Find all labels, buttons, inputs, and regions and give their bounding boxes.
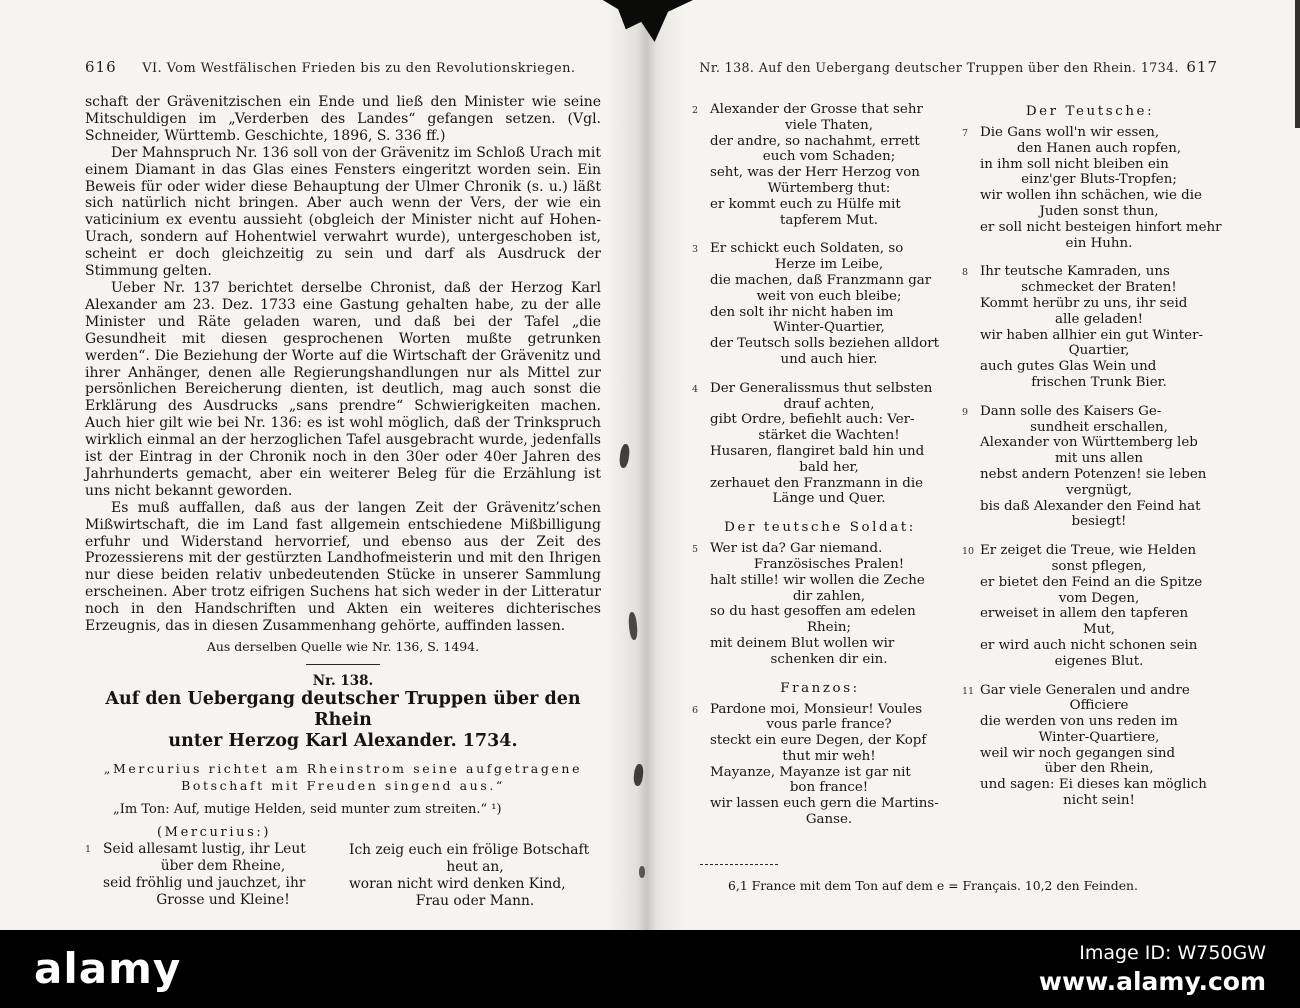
verse-line: mit deinem Blut wollen wir (710, 635, 895, 651)
verse-line: Alexander der Grosse that sehr (710, 102, 923, 117)
verse-line: Wer ist da? Gar niemand. (710, 541, 883, 557)
running-title-left: VI. Vom Westfälischen Frieden bis zu den Revolutionskriegen. (142, 61, 576, 76)
left-page-header (85, 58, 601, 76)
verse-line: drauf achten, (783, 396, 875, 412)
verse-1-left-column (85, 821, 343, 922)
verse-line: halt stille! wir wollen die Zeche (710, 572, 925, 588)
verse-lines (980, 543, 1218, 669)
verse-line: frischen Trunk Bier. (1031, 374, 1167, 390)
paragraph: Ueber Nr. 137 berichtet derselbe Chronist, daß der Herzog Karl Alexander am 23. Dez. 1733 eine Gastung gehalten habe, zu der alle Minister und Räte geladen waren, und daß bei der Tafel „die Gesundheit mit diesen gesprochenen Worten mußte getrunken werden“. Die Beziehung der Worte auf die Wirtschaft der Grävenitz und ihrer Anhänger, denen alle Regierungshandlungen nur als Mittel zur persönlichen Bereicherung dienten, ist deutlich, mag auch sonst die Erklärung des Ausdrucks „sans prendre“ Schwierigkeiten machen. Auch hier gilt wie bei Nr. 136: es ist wohl möglich, daß der Trinkspruch wirklich einmal an der herzoglichen Tafel ausgebracht wurde, jedenfalls ist der Eintrag in der Chronik noch in den 30er oder 40er Jahren des Jahrhunderts gemacht, aber ein weiterer Beleg für die Erzählung ist uns nicht bekannt geworden. (85, 279, 601, 499)
verse-line: mit uns allen (1054, 451, 1144, 467)
verse-lines (103, 841, 343, 909)
verse-line: dir zahlen, (792, 588, 866, 604)
speaker-heading: Franzos: (780, 680, 860, 696)
verse-line: der Teutsch solls beziehen alldort (710, 336, 940, 352)
verse-line: und sagen: Ei dieses kan möglich (980, 777, 1207, 793)
verse-line: eigenes Blut. (1054, 653, 1144, 669)
verse-line: wir wollen ihn schächen, wie die (980, 188, 1202, 204)
verse-line: Alexander von Württemberg leb (980, 435, 1198, 451)
right-page-header (692, 58, 1218, 76)
verse-line: schmecket der Braten! (1021, 280, 1177, 296)
scan-edge-mark (1295, 0, 1300, 128)
verse-line: Seid allesamt lustig, ihr Leut (103, 841, 306, 857)
verse-lines (980, 125, 1222, 251)
speaker-heading: Der teutsche Soldat: (724, 520, 916, 536)
verse-line: Er zeiget die Treue, wie Helden (980, 543, 1197, 559)
verse-line: Rhein; (806, 620, 852, 636)
verse-line: Mut, (1083, 622, 1115, 638)
verse-line: Winter-Quartiere, (1038, 729, 1160, 745)
verse-line: vergnügt, (1066, 482, 1132, 498)
verse-line: nebst andern Potenzen! sie leben (980, 466, 1207, 482)
verse-lines (710, 102, 948, 228)
tune-indication: „Im Ton: Auf, mutige Helden, seid munter zum streiten.“ ¹) (113, 802, 502, 817)
speaker-heading: (Mercurius:) (156, 825, 271, 840)
verse-lines (980, 683, 1218, 809)
section-title-line1: Auf den Uebergang deutscher Truppen über den Rhein (105, 689, 581, 730)
verse-columns (692, 102, 1222, 841)
gutter-ink-blot (619, 444, 631, 469)
verse-line: euch vom Schaden; (762, 149, 896, 165)
verse-number: 1 (85, 844, 92, 855)
verse-line: bon france! (789, 780, 869, 796)
verse-line: tapferem Mut. (779, 212, 879, 228)
verse-number: 11 (962, 685, 975, 697)
alamy-logo: alamy (34, 944, 182, 993)
verse-line: Winter-Quartier, (773, 320, 885, 336)
page-number-right: 617 (1186, 58, 1218, 76)
verse-number: 4 (692, 383, 699, 395)
verse-line: über den Rhein, (1044, 761, 1154, 777)
verse-line: Quartier, (1068, 343, 1130, 359)
verse-line: über dem Rheine, (160, 858, 286, 874)
verse-number: 5 (692, 544, 699, 556)
verse-line: seht, was der Herr Herzog von (710, 165, 920, 181)
verse-column-2 (962, 102, 1222, 841)
verse-line: sundheit erschallen, (1030, 419, 1168, 435)
verse (962, 683, 1218, 809)
verse (692, 541, 948, 667)
verse-line: Ganse. (805, 812, 853, 828)
verse-line: vous parle france? (766, 717, 892, 733)
verse-lines (710, 381, 948, 507)
verse-line: Gar viele Generalen und andre (980, 682, 1190, 698)
verse-lines (343, 842, 601, 910)
verse-1-columns (85, 821, 601, 922)
paragraph-continuation: schaft der Grävenitzischen ein Ende und ließ den Minister wie seine Mitschuldigen im „Verderben des Landes“ gefangen setzen. (Vgl. Schneider, Württemb. Geschichte, 1896, S. 336 ff.) (85, 94, 601, 144)
verse (85, 841, 343, 909)
verse-line: bald her, (799, 459, 859, 475)
left-page (85, 58, 601, 954)
verse-line: wir haben allhier ein gut Winter- (980, 327, 1204, 343)
verse-line: Mayanze, Mayanze ist gar nit (710, 764, 911, 780)
gutter-ink-blot-top (597, 0, 693, 42)
verse-line: erweiset in allem den tapferen (980, 606, 1189, 622)
verse-line: Herze im Leibe, (774, 257, 884, 273)
verse-line: auch gutes Glas Wein und (980, 359, 1157, 375)
gutter-ink-blot (633, 764, 644, 787)
epigraph-line2: Botschaft mit Freuden singend aus.“ (181, 778, 505, 793)
verse-line: vom Degen, (1058, 590, 1140, 606)
verse-line: wir lassen euch gern die Martins- (710, 796, 939, 812)
verse-line: Juden sonst thun, (1039, 203, 1159, 219)
verse-lines (980, 264, 1218, 390)
verse-line: die machen, daß Franzmann gar (710, 272, 932, 288)
verse-line: viele Thaten, (785, 117, 873, 133)
verse-number: 10 (962, 546, 975, 558)
gutter-ink-blot (628, 612, 638, 641)
verse-line: Ich zeig euch ein frölige Botschaft (349, 842, 590, 858)
verse-line: er bietet den Feind an die Spitze (980, 574, 1203, 590)
verse-line: Pardone moi, Monsieur! Voules (710, 701, 923, 717)
verse-line: ein Huhn. (1065, 235, 1133, 251)
verse-line: heut an, (446, 859, 504, 875)
watermark-bar (0, 930, 1300, 1008)
verse-line: Der Generalissmus thut selbsten (710, 380, 933, 396)
verse-line: er soll nicht besteigen hinfort mehr (980, 219, 1222, 235)
verse-line: so du hast gesoffen am edelen (710, 604, 916, 620)
paragraph: Der Mahnspruch Nr. 136 soll von der Grävenitz im Schloß Urach mit einem Diamant in das Glas eines Fensters eingeritzt worden sein. Ein Beweis für oder wider diese Behauptung der Ulmer Chronik (s. u.) läßt sich natürlich nicht bringen. Aber auch wenn der Vers, der wie ein vaticinium ex eventu aussieht (obgleich der Minister nicht auf Hohen-Urach, sondern auf Hohentwiel verwahrt wurde), untergeschoben ist, scheint er doch gleichzeitig zu sein und darf als Ausdruck der Stimmung gelten. (85, 144, 601, 280)
page-number-left: 616 (85, 58, 117, 76)
verse-line: besiegt! (1071, 514, 1127, 530)
verse-line: die werden von uns reden im (980, 714, 1178, 730)
verse-lines (710, 541, 948, 667)
verse-line: sonst pflegen, (1051, 558, 1147, 574)
epigraph (85, 760, 601, 794)
verse-line: Er schickt euch Soldaten, so (710, 241, 904, 257)
paragraph: Es muß auffallen, daß aus der langen Zeit der Grävenitz’schen Mißwirtschaft, die im Land fast allgemein entschiedene Mißbilligung erfuhr und Widerstand hervorrief, und ebenso aus der Zeit des Prozessierens mit der gestürzten Landhofmeisterin und mit den Ihrigen nur diese beiden relativ unbedeutenden Stücke in unserer Sammlung erscheinen. Aber trotz eifrigen Suchens hat sich weder in der Litteratur noch in den Handschriften und Akten ein weiteres dichterisches Erzeugnis, das in diesen Zusammenhang gehörte, auffinden lassen. (85, 499, 601, 635)
verse-line: Kommt herübr zu uns, ihr seid (980, 295, 1188, 311)
verse-number: 6 (692, 704, 699, 716)
verse-column-1 (692, 102, 948, 841)
verse (692, 702, 948, 828)
section-number: Nr. 138. (312, 673, 374, 689)
verse-line: thut mir weh! (782, 748, 876, 764)
right-page (692, 58, 1222, 893)
footnote-rule (700, 864, 778, 865)
verse (692, 241, 948, 367)
verse-line: zerhauet den Franzmann in die (710, 475, 924, 491)
verse-line: schenken dir ein. (770, 651, 888, 667)
verse-line: gibt Ordre, befiehlt auch: Ver- (710, 412, 915, 428)
verse-line: und auch hier. (780, 351, 878, 367)
verse-1-right-column (343, 821, 601, 922)
verse-number: 8 (962, 267, 969, 279)
verse (962, 125, 1222, 251)
verse-line: woran nicht wird denken Kind, (349, 876, 566, 892)
verse-line: weil wir noch gegangen sind (980, 745, 1176, 761)
verse (962, 404, 1218, 530)
verse-line: den Hanen auch ropfen, (1016, 140, 1182, 156)
verse-line: in ihm soll nicht bleiben ein (980, 156, 1169, 172)
verse-number: 9 (962, 406, 969, 418)
verse-lines (710, 702, 948, 828)
verse-line: er kommt euch zu Hülfe mit (710, 196, 901, 212)
verse-line: stärket die Wachten! (758, 428, 900, 444)
verse-lines (980, 404, 1218, 530)
verse-line: Grosse und Kleine! (156, 892, 290, 908)
speaker-heading: Der Teutsche: (1025, 104, 1155, 119)
verse-line: Ihr teutsche Kamraden, uns (980, 264, 1170, 280)
verse (962, 543, 1218, 669)
book-gutter-shadow (606, 0, 684, 930)
verse-line: den solt ihr nicht haben im (710, 304, 894, 320)
verse-line: bis daß Alexander den Feind hat (980, 498, 1201, 514)
verse-line: Officiere (1069, 698, 1129, 714)
verse-line: einz'ger Bluts-Tropfen; (1021, 172, 1177, 188)
verse-line: weit von euch bleibe; (756, 288, 902, 304)
verse-number: 2 (692, 105, 699, 116)
verse (962, 264, 1218, 390)
verse (692, 102, 948, 228)
verse-lines (710, 241, 948, 367)
running-title-right: Nr. 138. Auf den Uebergang deutscher Truppen über den Rhein. 1734. (699, 60, 1179, 75)
verse-line: alle geladen! (1055, 311, 1143, 327)
verse-line: er wird auch nicht schonen sein (980, 637, 1198, 653)
verse-line: Husaren, flangiret bald hin und (710, 443, 925, 459)
verse-line: Länge und Quer. (772, 491, 886, 507)
verse-line: Frau oder Mann. (415, 893, 535, 909)
verse-line: nicht sein! (1063, 793, 1135, 809)
verse-number: 3 (692, 244, 699, 256)
section-divider (306, 664, 380, 665)
verse-line: steckt ein eure Degen, der Kopf (710, 733, 927, 749)
verse-number: 7 (962, 128, 969, 139)
source-attribution: Aus derselben Quelle wie Nr. 136, S. 1494. (206, 639, 480, 654)
verse (692, 381, 948, 507)
footnote-right: 6,1 France mit dem Ton auf dem e = Français. 10,2 den Feinden. (728, 878, 1138, 893)
body-text (85, 94, 601, 635)
verse-line: Dann solle des Kaisers Ge- (980, 403, 1162, 419)
verse-line: Die Gans woll'n wir essen, (980, 125, 1160, 140)
gutter-ink-blot (639, 866, 645, 878)
watermark-info (1039, 942, 1266, 996)
verse-line: Würtemberg thut: (767, 180, 891, 196)
epigraph-line1: „Mercurius richtet am Rheinstrom seine aufgetragene (103, 761, 583, 776)
verse-line: Französisches Pralen! (753, 556, 905, 572)
verse-line: seid fröhlig und jauchzet, ihr (103, 875, 306, 891)
watermark-url: www.alamy.com (1038, 967, 1266, 996)
section-title-line2: unter Herzog Karl Alexander. 1734. (168, 731, 518, 751)
watermark-image-id: Image ID: W750GW (1079, 942, 1266, 964)
verse-line: der andre, so nachahmt, errett (710, 133, 920, 149)
